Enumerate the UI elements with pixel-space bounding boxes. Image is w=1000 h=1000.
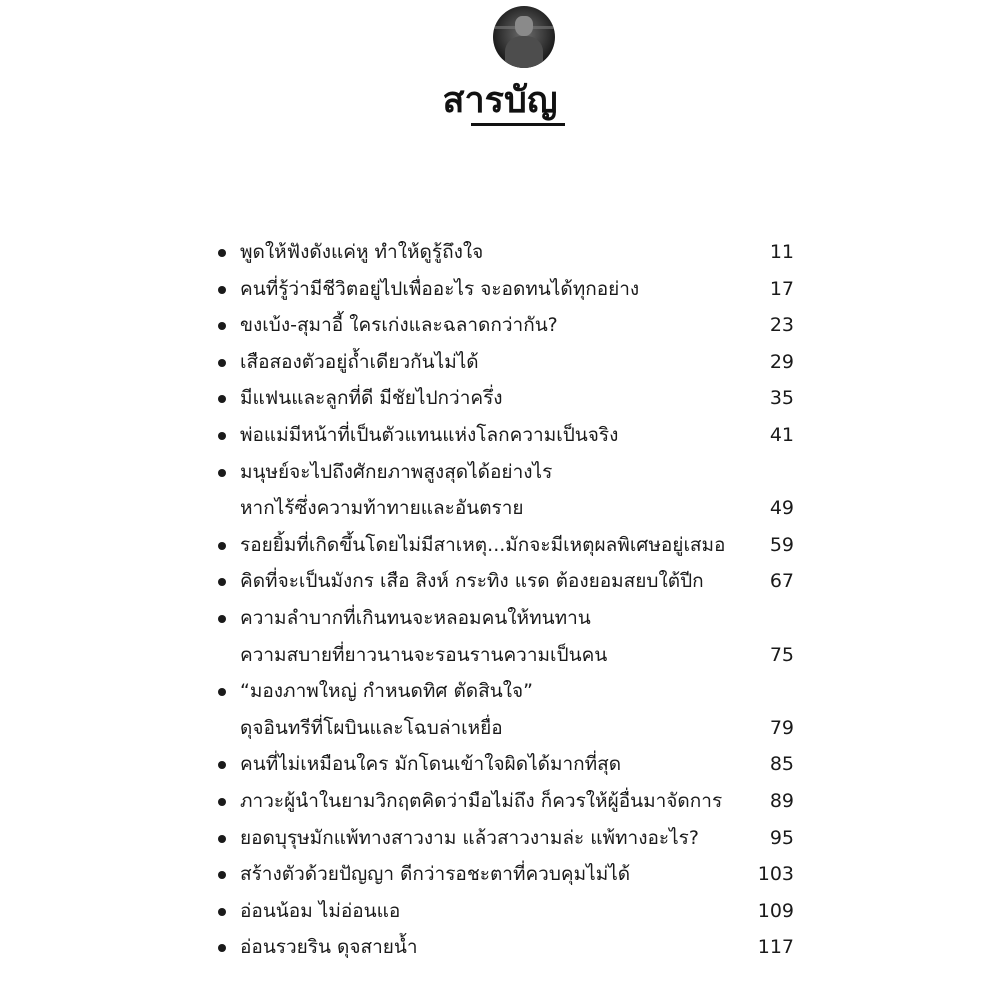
bullet-icon [218, 798, 226, 806]
toc-entry-line [212, 234, 802, 271]
bullet-icon [218, 249, 226, 257]
bullet-icon [218, 688, 226, 696]
bullet-icon [218, 542, 226, 550]
toc-page-number: 75 [769, 643, 794, 666]
toc-entry-line [212, 527, 802, 564]
bullet-icon [218, 871, 226, 879]
toc-entry-line [212, 820, 802, 857]
toc-page-number: 79 [769, 716, 794, 739]
toc-entry-line [212, 783, 802, 820]
toc-entry-title: ขงเบ้ง-สุมาอี้ ใครเก่งและฉลาดกว่ากัน? [240, 314, 558, 337]
toc-page-number: 67 [769, 570, 794, 593]
toc-entry-line [212, 307, 802, 344]
toc-page-number: 17 [769, 277, 794, 300]
toc-page-number: 89 [769, 789, 794, 812]
toc-entry [212, 600, 802, 673]
toc-entry [212, 271, 802, 308]
toc-entry-title: มีแฟนและลูกที่ดี มีชัยไปกว่าครึ่ง [240, 387, 503, 410]
toc-entry [212, 783, 802, 820]
toc-entry-title: หากไร้ซึ่งความท้าทายและอันตราย [240, 497, 524, 520]
toc-page-number: 11 [769, 241, 794, 263]
toc-entry [212, 234, 802, 271]
bullet-icon [218, 286, 226, 294]
bullet-icon [218, 908, 226, 916]
toc-page-number: 41 [769, 423, 794, 446]
toc-entry-title: ภาวะผู้นำในยามวิกฤตคิดว่ามือไม่ถึง ก็ควรให้ผู้อื่นมาจัดการ [240, 789, 723, 812]
bullet-icon [218, 615, 226, 623]
toc-entry-title: ความลำบากที่เกินทนจะหลอมคนให้ทนทาน [240, 606, 591, 629]
bullet-icon [218, 944, 226, 952]
toc-entry [212, 380, 802, 417]
toc-entry-line [212, 929, 802, 966]
toc-entry [212, 820, 802, 857]
toc-entry [212, 307, 802, 344]
toc-entry [212, 563, 802, 600]
toc-entry-title: มนุษย์จะไปถึงศักยภาพสูงสุดได้อย่างไร [240, 460, 553, 483]
toc-page-number: 85 [769, 753, 794, 776]
toc-entry [212, 673, 802, 746]
toc-entry-title: อ่อนน้อม ไม่อ่อนแอ [240, 899, 401, 922]
toc-entry [212, 893, 802, 930]
toc-entry-line [212, 673, 802, 710]
bullet-icon [218, 578, 226, 586]
toc-entry-line [212, 600, 802, 637]
toc-entry-title: ยอดบุรุษมักแพ้ทางสาวงาม แล้วสาวงามล่ะ แพ้ทางอะไร? [240, 826, 699, 849]
page-title: สารบัญ [442, 80, 558, 121]
title-underline [471, 123, 565, 126]
toc-entry-line [212, 710, 802, 747]
toc-entry [212, 746, 802, 783]
toc-page-number: 29 [769, 350, 794, 373]
toc-entry-title: พ่อแม่มีหน้าที่เป็นตัวแทนแห่งโลกความเป็นจริง [240, 423, 619, 446]
table-of-contents [212, 234, 802, 966]
emblem-photo [493, 6, 555, 68]
toc-entry-title: พูดให้ฟังดังแค่หู ทำให้ดูรู้ถึงใจ [240, 241, 484, 263]
bullet-icon [218, 835, 226, 843]
toc-entry-line [212, 746, 802, 783]
toc-entry-line [212, 380, 802, 417]
toc-entry-title: คนที่ไม่เหมือนใคร มักโดนเข้าใจผิดได้มากที่สุด [240, 753, 622, 776]
toc-page-number: 117 [757, 936, 794, 959]
toc-entry-line [212, 893, 802, 930]
toc-entry-title: เสือสองตัวอยู่ถ้ำเดียวกันไม่ได้ [240, 350, 479, 373]
toc-entry [212, 454, 802, 527]
bullet-icon [218, 761, 226, 769]
toc-page-number: 59 [769, 533, 794, 556]
toc-entry-title: คนที่รู้ว่ามีชีวิตอยู่ไปเพื่ออะไร จะอดทนได้ทุกอย่าง [240, 277, 640, 300]
toc-entry-title: “มองภาพใหญ่ กำหนดทิศ ตัดสินใจ” [240, 680, 533, 703]
toc-entry-line [212, 637, 802, 674]
toc-entry-title: คิดที่จะเป็นมังกร เสือ สิงห์ กระทิง แรด ต้องยอมสยบใต้ปีก [240, 570, 704, 593]
toc-entry-line [212, 563, 802, 600]
toc-page-number: 103 [757, 863, 794, 886]
toc-entry [212, 929, 802, 966]
toc-page-number: 109 [757, 899, 794, 922]
toc-entry-line [212, 490, 802, 527]
toc-page-number: 49 [769, 497, 794, 520]
toc-entry-title: อ่อนรวยริน ดุจสายน้ำ [240, 936, 418, 959]
toc-entry [212, 417, 802, 454]
toc-entry-title: ดุจอินทรีที่โผบินและโฉบล่าเหยื่อ [240, 716, 503, 739]
toc-entry [212, 344, 802, 381]
toc-page-number: 23 [769, 314, 794, 337]
bullet-icon [218, 469, 226, 477]
toc-page-number: 95 [769, 826, 794, 849]
toc-page-number: 35 [769, 387, 794, 410]
toc-entry-line [212, 856, 802, 893]
toc-entry-line [212, 454, 802, 491]
bullet-icon [218, 322, 226, 330]
toc-entry [212, 527, 802, 564]
toc-entry-title: รอยยิ้มที่เกิดขึ้นโดยไม่มีสาเหตุ...มักจะมีเหตุผลพิเศษอยู่เสมอ [240, 533, 726, 556]
bullet-icon [218, 395, 226, 403]
toc-entry-line [212, 417, 802, 454]
toc-entry-line [212, 344, 802, 381]
toc-entry-title: ความสบายที่ยาวนานจะรอนรานความเป็นคน [240, 643, 608, 666]
toc-entry-line [212, 271, 802, 308]
bullet-icon [218, 359, 226, 367]
toc-entry-title: สร้างตัวด้วยปัญญา ดีกว่ารอชะตาที่ควบคุมไม่ได้ [240, 863, 631, 886]
toc-entry [212, 856, 802, 893]
bullet-icon [218, 432, 226, 440]
